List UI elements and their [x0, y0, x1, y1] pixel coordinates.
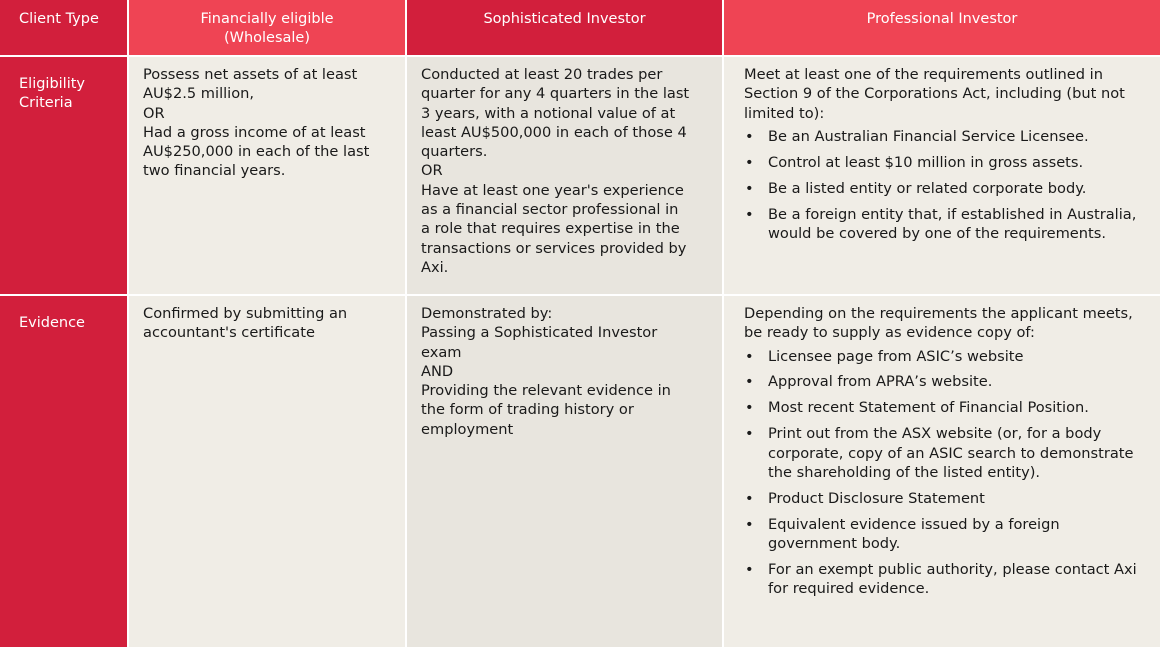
evidence-professional: [724, 296, 1160, 647]
list-item: • Be a foreign entity that, if established in Australia, would be covered by one of the requirements.: [744, 205, 1150, 244]
eligibility-sophisticated: [407, 57, 722, 294]
list-item: • Equivalent evidence issued by a foreign government body.: [744, 515, 1150, 554]
cell-intro: Meet at least one of the requirements outlined in Section 9 of the Corporations Act, including (but not limited to):: [744, 66, 1125, 122]
cell-intro: Depending on the requirements the applicant meets, be ready to supply as evidence copy of:: [744, 305, 1133, 342]
eligibility-wholesale: [129, 57, 405, 294]
list-item: • Product Disclosure Statement: [744, 489, 1150, 508]
cell-text: Conducted at least 20 trades per quarter for any 4 quarters in the last 3 years, with a notional value of at least AU$500,000 in each of those 4 quarters. OR Have at least one year's experience as a financial sector professional in a role that requires expertise in the transactions or services provided by Axi.: [421, 66, 690, 276]
list-item: • Approval from APRA’s website.: [744, 372, 1150, 391]
list-item: • Be a listed entity or related corporate body.: [744, 179, 1150, 198]
eligibility-professional: [724, 57, 1160, 294]
cell-text: Possess net assets of at least AU$2.5 million, OR Had a gross income of at least AU$250,000 in each of the last two financial years.: [143, 66, 370, 180]
list-item: • Print out from the ASX website (or, for a body corporate, copy of an ASIC search to demonstrate the shareholding of the listed entity).: [744, 424, 1150, 482]
row-label-eligibility: Eligibility Criteria: [0, 57, 127, 294]
list-item: • Most recent Statement of Financial Position.: [744, 398, 1150, 417]
list-item: • Be an Australian Financial Service Licensee.: [744, 127, 1150, 146]
evidence-wholesale: [129, 296, 405, 647]
header-sophisticated: Sophisticated Investor: [407, 0, 722, 55]
evidence-sophisticated: [407, 296, 722, 647]
header-professional: Professional Investor: [724, 0, 1160, 55]
requirements-list: [744, 127, 1150, 243]
cell-text: Demonstrated by: Passing a Sophisticated Investor exam AND Providing the relevant evidence in the form of trading history or employment: [421, 305, 671, 438]
list-item: • Licensee page from ASIC’s website: [744, 347, 1150, 366]
header-wholesale: Financially eligible (Wholesale): [129, 0, 405, 55]
row-label-evidence: Evidence: [0, 296, 127, 647]
evidence-list: [744, 347, 1150, 599]
list-item: • Control at least $10 million in gross assets.: [744, 153, 1150, 172]
list-item: • For an exempt public authority, please contact Axi for required evidence.: [744, 560, 1150, 599]
header-client-type: Client Type: [0, 0, 127, 55]
cell-text: Confirmed by submitting an accountant's certificate: [143, 305, 348, 342]
